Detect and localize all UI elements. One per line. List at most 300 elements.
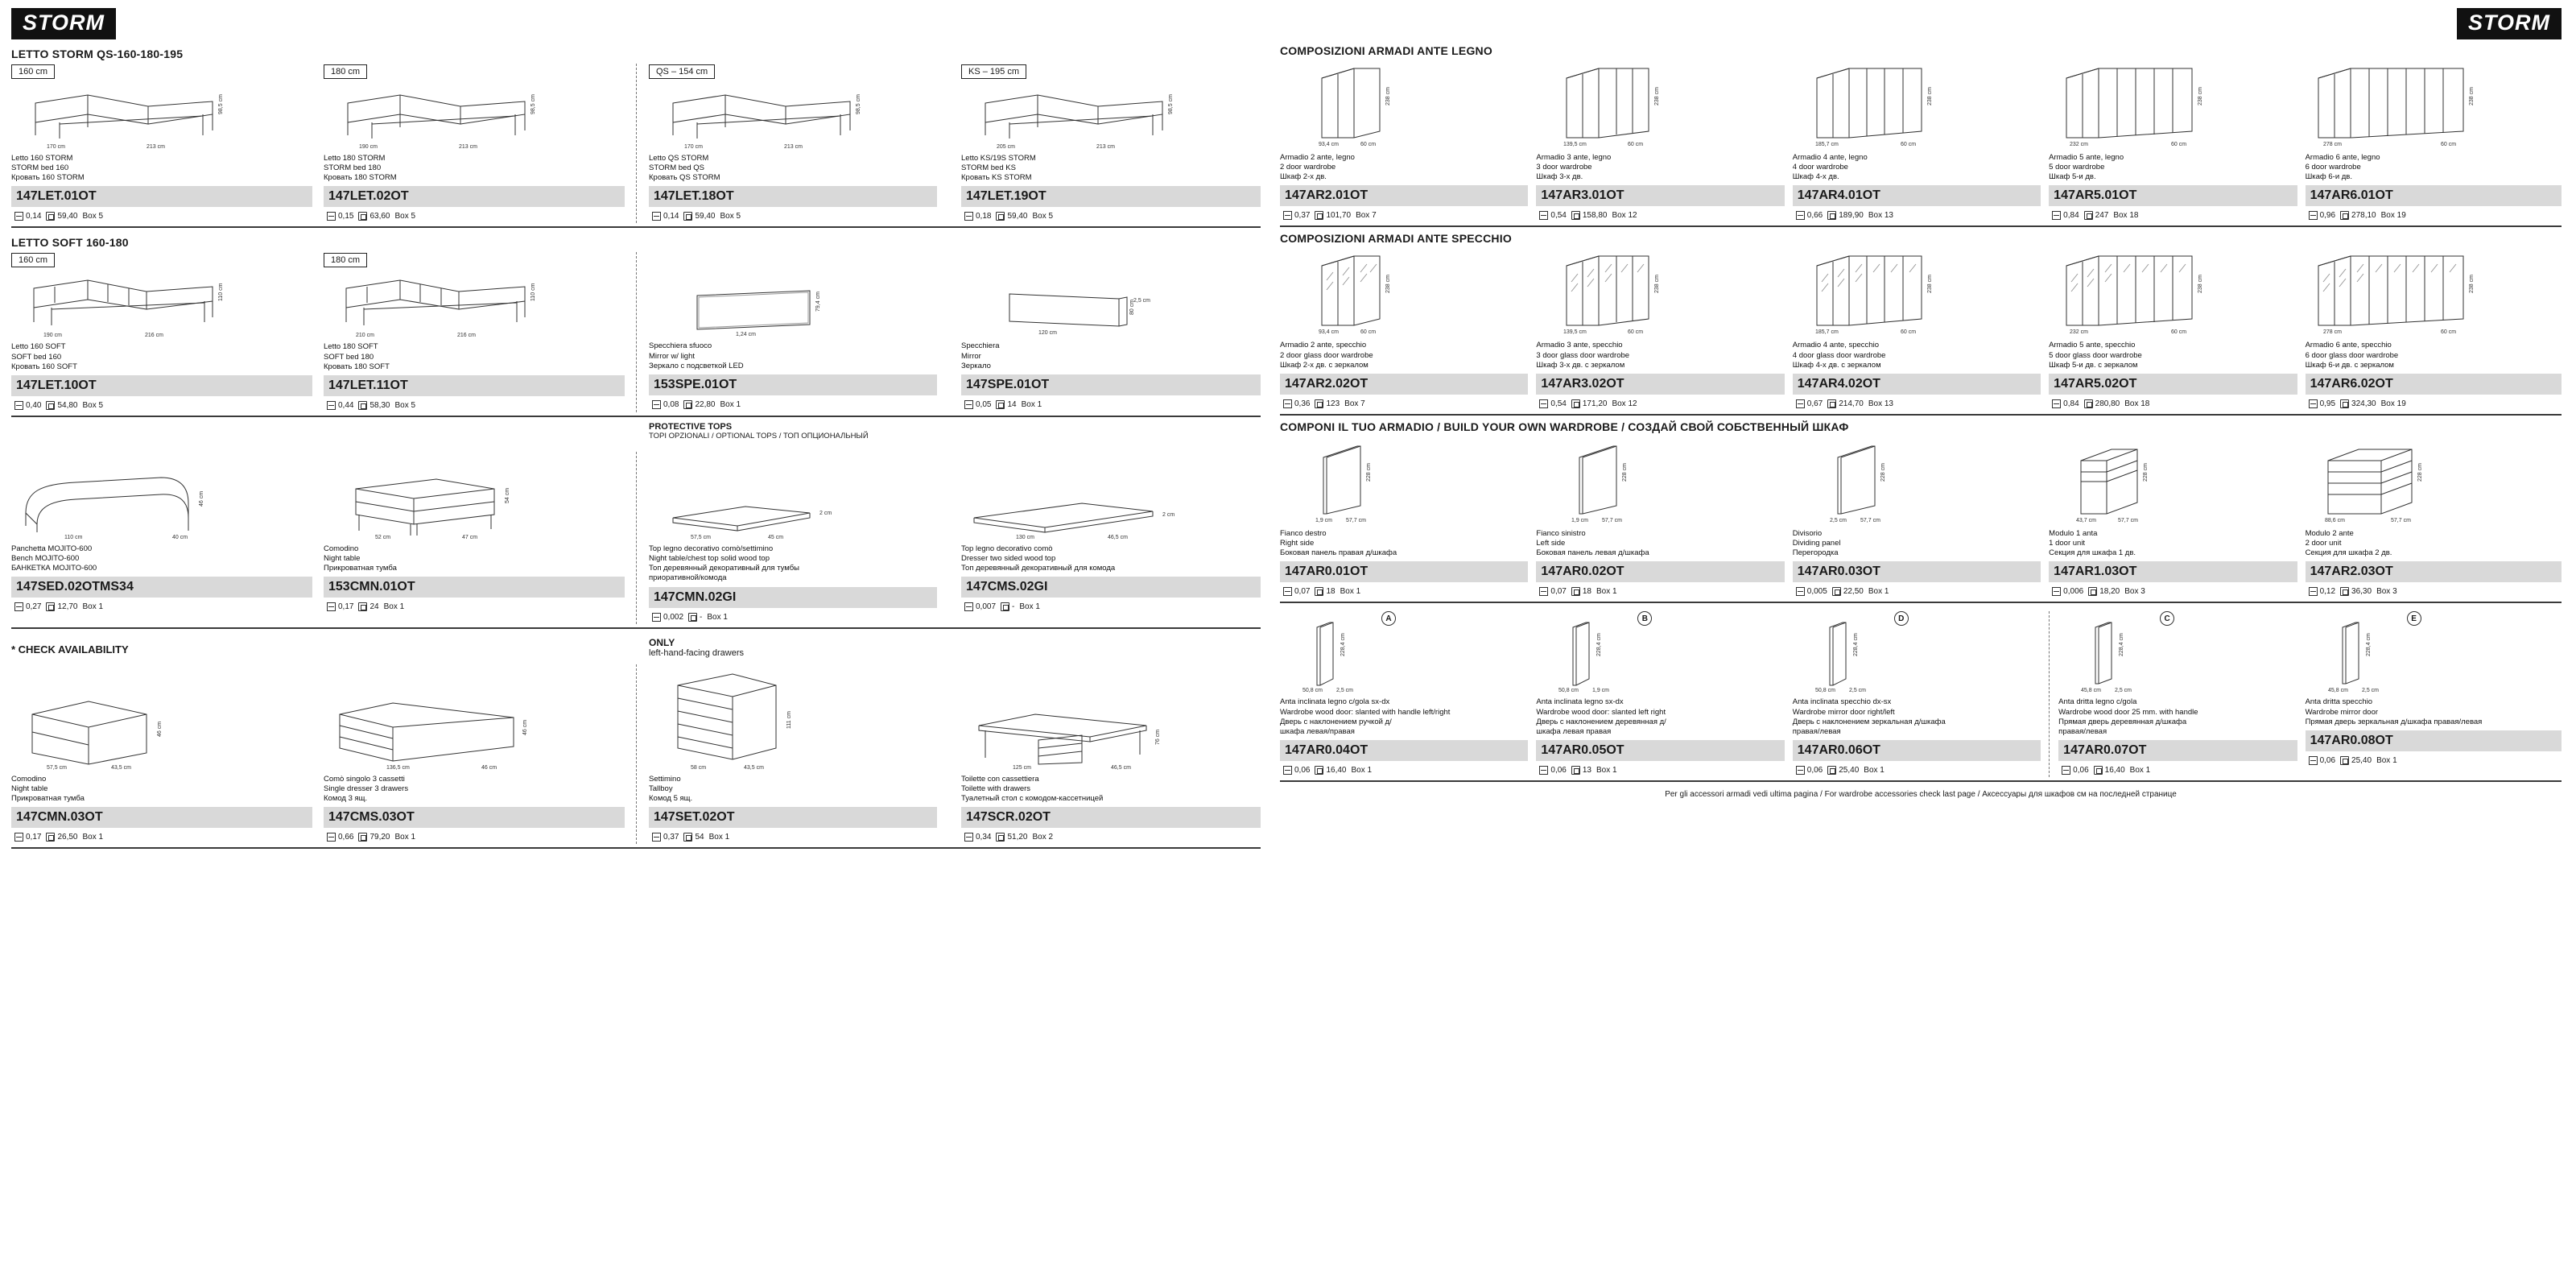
svg-text:110 cm: 110 cm bbox=[218, 283, 224, 302]
svg-text:278 cm: 278 cm bbox=[2322, 142, 2342, 147]
svg-text:40 cm: 40 cm bbox=[172, 534, 188, 540]
weight-icon bbox=[358, 602, 367, 611]
volume-icon bbox=[1283, 587, 1292, 596]
section-divider bbox=[11, 847, 1261, 849]
svg-text:213 cm: 213 cm bbox=[459, 144, 477, 150]
product-metrics bbox=[1536, 206, 1784, 222]
weight-icon bbox=[2094, 766, 2103, 775]
svg-text:213 cm: 213 cm bbox=[147, 144, 165, 150]
product-code: 153CMN.01OT bbox=[324, 577, 625, 598]
svg-text:60 cm: 60 cm bbox=[1628, 329, 1644, 336]
section-divider bbox=[11, 416, 1261, 417]
product-cell bbox=[324, 64, 636, 223]
bed-figure bbox=[961, 82, 1261, 151]
product-cell bbox=[324, 252, 636, 412]
product-cell bbox=[1536, 611, 1792, 777]
product-metrics bbox=[2058, 761, 2297, 777]
svg-text:139,5 cm: 139,5 cm bbox=[1563, 329, 1587, 336]
box-value: Box 1 bbox=[1019, 602, 1040, 612]
weight-value: 214,70 bbox=[1839, 399, 1864, 408]
section-divider bbox=[11, 627, 1261, 629]
svg-text:57,7 cm: 57,7 cm bbox=[2390, 517, 2411, 523]
right-column bbox=[1272, 0, 2576, 1278]
wardrobe-5door-mirror-figure bbox=[2049, 248, 2297, 338]
product-description: Armadio 5 ante, legno 5 door wardrobe Шкаф 5-и дв. bbox=[2049, 153, 2124, 182]
svg-text:60 cm: 60 cm bbox=[2171, 329, 2187, 336]
weight-icon bbox=[46, 212, 55, 221]
weight-icon bbox=[2340, 211, 2349, 220]
product-description: Specchiera sfuoco Mirror w/ light Зеркало с подсветкой LED bbox=[649, 341, 744, 370]
row-letto-storm bbox=[11, 64, 1261, 223]
svg-text:57,7 cm: 57,7 cm bbox=[1346, 517, 1366, 523]
product-metrics bbox=[649, 828, 937, 844]
box-value: Box 1 bbox=[1351, 766, 1373, 775]
protective-tops-sub: TOPI OPZIONALI / OPTIONAL TOPS / ТОП ОПЦИОНАЛЬНЫЙ bbox=[649, 431, 869, 440]
product-cell bbox=[2306, 436, 2562, 598]
svg-text:45,8 cm: 45,8 cm bbox=[2327, 688, 2348, 694]
product-metrics bbox=[2306, 206, 2562, 222]
svg-text:2,5 cm: 2,5 cm bbox=[2361, 688, 2379, 694]
product-code: 147CMN.02GI bbox=[649, 587, 937, 608]
svg-text:45 cm: 45 cm bbox=[768, 534, 784, 540]
volume-icon bbox=[2052, 587, 2061, 596]
volume-value: 0,06 bbox=[1294, 766, 1311, 775]
svg-text:50,8 cm: 50,8 cm bbox=[1302, 688, 1323, 694]
product-metrics bbox=[1280, 761, 1528, 777]
box-value: Box 5 bbox=[720, 212, 741, 221]
svg-text:93,4 cm: 93,4 cm bbox=[1319, 329, 1339, 336]
product-metrics bbox=[649, 395, 937, 412]
volume-icon bbox=[2062, 766, 2070, 775]
box-value: Box 19 bbox=[2380, 399, 2406, 408]
product-cell bbox=[1536, 248, 1792, 410]
box-value: Box 13 bbox=[1868, 399, 1893, 408]
top-big-figure bbox=[961, 497, 1261, 542]
volume-icon bbox=[964, 400, 973, 409]
svg-text:46 cm: 46 cm bbox=[199, 490, 204, 507]
svg-text:238 cm: 238 cm bbox=[1654, 87, 1661, 105]
weight-icon bbox=[358, 212, 367, 221]
product-metrics bbox=[324, 207, 625, 223]
volume-icon bbox=[327, 833, 336, 842]
weight-icon bbox=[1827, 211, 1836, 220]
weight-icon bbox=[1832, 587, 1841, 596]
product-cell bbox=[636, 64, 948, 223]
volume-icon bbox=[652, 400, 661, 409]
weight-icon bbox=[46, 833, 55, 842]
product-metrics bbox=[2306, 395, 2562, 411]
svg-text:185,7 cm: 185,7 cm bbox=[1814, 329, 1839, 336]
svg-text:60 cm: 60 cm bbox=[2440, 329, 2456, 336]
svg-text:2,5 cm: 2,5 cm bbox=[2115, 688, 2132, 694]
volume-value: 0,84 bbox=[2063, 399, 2079, 408]
product-cell bbox=[948, 664, 1261, 844]
volume-icon bbox=[14, 401, 23, 410]
svg-text:238 cm: 238 cm bbox=[1926, 275, 1933, 294]
door-figure bbox=[1793, 611, 1889, 695]
product-cell bbox=[2049, 611, 2305, 777]
product-metrics bbox=[1536, 582, 1784, 598]
product-cell bbox=[1536, 436, 1792, 598]
product-code: 147AR6.01OT bbox=[2306, 185, 2562, 206]
svg-text:98,5 cm: 98,5 cm bbox=[530, 94, 536, 114]
product-description: Letto KS/19S STORM STORM bed KS Кровать KS STORM bbox=[961, 154, 1036, 183]
svg-text:125 cm: 125 cm bbox=[1013, 764, 1031, 771]
wardrobe-2door-figure bbox=[1280, 60, 1528, 151]
brand-label-left: STORM bbox=[11, 8, 116, 39]
row-armadi-legno bbox=[1280, 60, 2562, 222]
svg-text:130 cm: 130 cm bbox=[1016, 534, 1034, 540]
svg-text:50,8 cm: 50,8 cm bbox=[1558, 688, 1579, 694]
product-code: 147AR0.08OT bbox=[2306, 730, 2562, 751]
row-doors bbox=[1280, 611, 2562, 777]
svg-text:52 cm: 52 cm bbox=[375, 534, 391, 540]
svg-text:228 cm: 228 cm bbox=[1880, 462, 1886, 482]
volume-icon bbox=[1796, 766, 1805, 775]
volume-value: 0,34 bbox=[976, 833, 992, 842]
volume-value: 0,66 bbox=[338, 833, 354, 842]
svg-text:213 cm: 213 cm bbox=[1096, 144, 1115, 150]
row-letto-soft bbox=[11, 252, 1261, 412]
volume-value: 0,06 bbox=[2319, 755, 2336, 765]
svg-text:57,7 cm: 57,7 cm bbox=[1602, 517, 1623, 523]
svg-text:60 cm: 60 cm bbox=[1360, 329, 1377, 336]
weight-icon bbox=[1571, 587, 1580, 596]
weight-value: 123 bbox=[1326, 399, 1340, 408]
product-code: 147AR0.05OT bbox=[1536, 740, 1784, 761]
door-letter-b: B bbox=[1637, 611, 1652, 626]
svg-text:2 cm: 2 cm bbox=[819, 510, 832, 516]
svg-text:228,4 cm: 228,4 cm bbox=[1340, 633, 1346, 657]
svg-text:93,4 cm: 93,4 cm bbox=[1319, 142, 1339, 147]
volume-value: 0,005 bbox=[1806, 587, 1827, 597]
product-code: 147AR1.03OT bbox=[2049, 561, 2297, 582]
box-value: Box 12 bbox=[1612, 399, 1637, 408]
box-value: Box 1 bbox=[2129, 766, 2151, 775]
weight-icon bbox=[683, 212, 692, 221]
svg-text:98,5 cm: 98,5 cm bbox=[1168, 94, 1174, 114]
product-code: 147AR0.06OT bbox=[1793, 740, 2041, 761]
product-cell bbox=[948, 64, 1261, 223]
svg-text:45,8 cm: 45,8 cm bbox=[2081, 688, 2102, 694]
product-metrics bbox=[961, 828, 1261, 844]
bench-figure bbox=[11, 468, 312, 542]
svg-text:47 cm: 47 cm bbox=[462, 534, 478, 540]
module-1door-figure bbox=[2049, 436, 2297, 527]
volume-value: 0,15 bbox=[338, 212, 354, 221]
box-value: Box 3 bbox=[2124, 587, 2145, 597]
volume-value: 0,96 bbox=[2319, 211, 2336, 221]
volume-value: 0,66 bbox=[1806, 211, 1823, 221]
protective-tops-title: PROTECTIVE TOPS bbox=[649, 421, 733, 432]
volume-value: 0,07 bbox=[1294, 587, 1311, 597]
box-value: Box 1 bbox=[720, 399, 741, 409]
product-code: 147CMS.03OT bbox=[324, 807, 625, 828]
box-value: Box 5 bbox=[82, 212, 104, 221]
product-metrics bbox=[1536, 761, 1784, 777]
product-code: 147AR5.02OT bbox=[2049, 374, 2297, 395]
box-value: Box 7 bbox=[1356, 211, 1377, 221]
product-cell bbox=[948, 452, 1261, 624]
volume-value: 0,12 bbox=[2319, 587, 2336, 597]
product-metrics bbox=[324, 598, 625, 614]
volume-icon bbox=[1283, 766, 1292, 775]
product-description: Armadio 6 ante, legno 6 door wardrobe Шкаф 6-и дв. bbox=[2305, 153, 2380, 182]
wardrobe-6door-figure bbox=[2306, 60, 2562, 151]
volume-value: 0,05 bbox=[976, 399, 992, 409]
bed-soft-figure bbox=[11, 271, 312, 340]
size-tag: 160 cm bbox=[11, 253, 55, 267]
weight-icon bbox=[358, 833, 367, 842]
volume-icon bbox=[14, 602, 23, 611]
weight-icon bbox=[1571, 766, 1580, 775]
svg-text:43,5 cm: 43,5 cm bbox=[111, 764, 131, 771]
volume-value: 0,54 bbox=[1550, 211, 1567, 221]
svg-text:54 cm: 54 cm bbox=[505, 487, 510, 503]
section-divider bbox=[1280, 602, 2562, 603]
left-column bbox=[0, 0, 1272, 1278]
weight-icon bbox=[996, 400, 1005, 409]
weight-icon bbox=[2340, 399, 2349, 408]
product-code: 147LET.02OT bbox=[324, 186, 625, 207]
door-figure bbox=[1280, 611, 1377, 695]
volume-icon bbox=[652, 613, 661, 622]
weight-icon bbox=[996, 833, 1005, 842]
weight-value: - bbox=[700, 612, 703, 622]
box-value: Box 1 bbox=[2376, 755, 2397, 765]
door-figure bbox=[1536, 611, 1633, 695]
weight-value: 51,20 bbox=[1007, 833, 1028, 842]
product-description: Specchiera Mirror Зеркало bbox=[961, 341, 1000, 370]
product-description: Armadio 2 ante, specchio 2 door glass door wardrobe Шкаф 2-х дв. с зеркалом bbox=[1280, 341, 1373, 370]
product-cell bbox=[636, 664, 948, 844]
door-letter-a: A bbox=[1381, 611, 1396, 626]
product-description: Comodino Night table Прикроватная тумба bbox=[11, 774, 85, 803]
weight-value: 12,70 bbox=[57, 602, 78, 612]
section-title-armadi-legno: COMPOSIZIONI ARMADI ANTE LEGNO bbox=[1280, 44, 1492, 57]
door-figure bbox=[2306, 611, 2402, 695]
dresser-figure bbox=[324, 685, 625, 772]
volume-value: 0,36 bbox=[1294, 399, 1311, 408]
svg-text:46 cm: 46 cm bbox=[157, 721, 163, 737]
svg-text:232 cm: 232 cm bbox=[2070, 142, 2089, 147]
section-divider bbox=[1280, 414, 2562, 416]
section-divider bbox=[1280, 780, 2562, 782]
svg-text:88,6 cm: 88,6 cm bbox=[2324, 517, 2345, 523]
wardrobe-4door-figure bbox=[1793, 60, 2041, 151]
product-metrics bbox=[2049, 582, 2297, 598]
weight-value: 59,40 bbox=[695, 212, 716, 221]
product-code: 147AR0.07OT bbox=[2058, 740, 2297, 761]
mirror-light-figure bbox=[649, 287, 937, 339]
product-description: Toilette con cassettiera Toilette with drawers Туалетный стол с комодом-кассетницей bbox=[961, 774, 1104, 803]
svg-text:57,5 cm: 57,5 cm bbox=[47, 764, 67, 771]
box-value: Box 1 bbox=[708, 833, 730, 842]
product-code: 147SED.02OTMS34 bbox=[11, 577, 312, 598]
svg-text:213 cm: 213 cm bbox=[784, 144, 803, 150]
box-value: Box 1 bbox=[1596, 766, 1617, 775]
wardrobe-3door-figure bbox=[1536, 60, 1784, 151]
product-code: 147AR4.01OT bbox=[1793, 185, 2041, 206]
section-title-letto-soft: LETTO SOFT 160-180 bbox=[11, 236, 129, 250]
svg-text:210 cm: 210 cm bbox=[356, 333, 374, 339]
door-letter-d: D bbox=[1894, 611, 1909, 626]
svg-text:136,5 cm: 136,5 cm bbox=[386, 764, 410, 771]
svg-text:58 cm: 58 cm bbox=[691, 764, 707, 771]
product-cell bbox=[2306, 60, 2562, 222]
weight-value: 247 bbox=[2095, 211, 2109, 221]
brand-badge-right bbox=[1280, 8, 2562, 39]
volume-value: 0,54 bbox=[1550, 399, 1567, 408]
weight-value: 63,60 bbox=[369, 212, 390, 221]
product-metrics bbox=[1536, 395, 1784, 411]
svg-text:228 cm: 228 cm bbox=[1366, 462, 1372, 482]
nightstand-figure bbox=[324, 461, 625, 542]
right-side-panel-figure bbox=[1280, 436, 1528, 527]
box-value: Box 2 bbox=[1032, 833, 1054, 842]
product-cell bbox=[2049, 60, 2305, 222]
product-metrics bbox=[11, 396, 312, 412]
product-cell bbox=[1280, 436, 1536, 598]
size-tag: 180 cm bbox=[324, 253, 367, 267]
product-cell bbox=[1280, 248, 1536, 410]
svg-text:1,24 cm: 1,24 cm bbox=[736, 332, 756, 338]
weight-value: 14 bbox=[1007, 399, 1017, 409]
svg-text:60 cm: 60 cm bbox=[1628, 142, 1644, 147]
product-metrics bbox=[649, 608, 937, 624]
volume-icon bbox=[2309, 756, 2318, 765]
product-metrics bbox=[1793, 761, 2041, 777]
volume-icon bbox=[1796, 211, 1805, 220]
product-cell bbox=[2306, 611, 2562, 777]
weight-value: 324,30 bbox=[2351, 399, 2376, 408]
product-metrics bbox=[1280, 582, 1528, 598]
volume-value: 0,06 bbox=[1806, 766, 1823, 775]
box-value: Box 1 bbox=[1868, 587, 1889, 597]
product-code: 147AR6.02OT bbox=[2306, 374, 2562, 395]
product-description: Modulo 1 anta 1 door unit Секция для шкафа 1 дв. bbox=[2049, 528, 2136, 558]
volume-value: 0,006 bbox=[2063, 587, 2084, 597]
box-value: Box 1 bbox=[82, 833, 104, 842]
product-metrics bbox=[11, 207, 312, 223]
product-metrics bbox=[2049, 206, 2297, 222]
left-side-panel-figure bbox=[1536, 436, 1784, 527]
product-metrics bbox=[1280, 206, 1528, 222]
section-divider bbox=[11, 226, 1261, 228]
volume-icon bbox=[652, 833, 661, 842]
box-value: Box 5 bbox=[394, 212, 416, 221]
volume-value: 0,14 bbox=[663, 212, 679, 221]
weight-value: - bbox=[1012, 602, 1015, 612]
volume-value: 0,14 bbox=[26, 212, 42, 221]
volume-icon bbox=[964, 833, 973, 842]
section-divider bbox=[1280, 225, 2562, 227]
product-cell bbox=[11, 64, 324, 223]
product-cell bbox=[636, 452, 948, 624]
svg-text:2,5 cm: 2,5 cm bbox=[1336, 688, 1354, 694]
row-armadi-specchio bbox=[1280, 248, 2562, 410]
box-value: Box 1 bbox=[82, 602, 104, 612]
weight-icon bbox=[2340, 756, 2349, 765]
product-description: Fianco sinistro Left side Боковая панель левая д/шкафа bbox=[1536, 528, 1649, 558]
svg-text:238 cm: 238 cm bbox=[1654, 275, 1661, 294]
row-componi bbox=[1280, 436, 2562, 598]
volume-value: 0,27 bbox=[26, 602, 42, 612]
weight-value: 22,50 bbox=[1843, 587, 1864, 597]
weight-value: 25,40 bbox=[2351, 755, 2372, 765]
svg-text:50,8 cm: 50,8 cm bbox=[1814, 688, 1835, 694]
svg-text:228,4 cm: 228,4 cm bbox=[1852, 633, 1859, 657]
volume-icon bbox=[1539, 399, 1548, 408]
product-cell bbox=[1280, 611, 1536, 777]
box-value: Box 5 bbox=[1032, 212, 1054, 221]
protective-tops-note bbox=[11, 422, 1261, 440]
svg-text:238 cm: 238 cm bbox=[2468, 275, 2475, 294]
weight-icon bbox=[1827, 399, 1836, 408]
footer-note: Per gli accessori armadi vedi ultima pagina / For wardrobe accessories check last page / Аксессуары для шкафов см на последней странице bbox=[1665, 790, 2177, 800]
bed-figure bbox=[649, 82, 937, 151]
weight-icon bbox=[1571, 211, 1580, 220]
weight-icon bbox=[2084, 211, 2093, 220]
product-code: 147AR0.03OT bbox=[1793, 561, 2041, 582]
svg-text:238 cm: 238 cm bbox=[1385, 87, 1391, 105]
weight-value: 278,10 bbox=[2351, 211, 2376, 221]
svg-text:43,7 cm: 43,7 cm bbox=[2076, 517, 2097, 523]
product-description: Letto 160 SOFT SOFT bed 160 Кровать 160 SOFT bbox=[11, 342, 77, 371]
volume-icon bbox=[1796, 587, 1805, 596]
svg-text:232 cm: 232 cm bbox=[2070, 329, 2089, 336]
volume-icon bbox=[2309, 587, 2318, 596]
volume-icon bbox=[1539, 587, 1548, 596]
svg-text:46,5 cm: 46,5 cm bbox=[1111, 764, 1131, 771]
weight-icon bbox=[1315, 211, 1323, 220]
product-code: 147AR2.02OT bbox=[1280, 374, 1528, 395]
svg-text:46,5 cm: 46,5 cm bbox=[1108, 534, 1128, 540]
volume-icon bbox=[2309, 399, 2318, 408]
row-storage bbox=[11, 664, 1261, 844]
product-description: Top legno decorativo comò Dresser two sided wood top Топ деревянный декоративный для комода bbox=[961, 544, 1116, 573]
weight-icon bbox=[1315, 766, 1323, 775]
product-cell bbox=[2306, 248, 2562, 410]
svg-text:79,4 cm: 79,4 cm bbox=[815, 292, 821, 312]
box-value: Box 18 bbox=[2113, 211, 2139, 221]
weight-value: 101,70 bbox=[1326, 211, 1352, 221]
product-description: Armadio 4 ante, legno 4 door wardrobe Шкаф 4-х дв. bbox=[1792, 153, 1868, 182]
volume-icon bbox=[964, 212, 973, 221]
svg-text:80 cm: 80 cm bbox=[1129, 300, 1135, 316]
product-cell bbox=[1793, 436, 2049, 598]
weight-value: 26,50 bbox=[57, 833, 78, 842]
box-value: Box 1 bbox=[383, 602, 405, 612]
svg-text:190 cm: 190 cm bbox=[43, 333, 62, 339]
brand-badge-left bbox=[11, 8, 1261, 39]
volume-icon bbox=[327, 401, 336, 410]
weight-value: 24 bbox=[369, 602, 379, 612]
product-description: Armadio 2 ante, legno 2 door wardrobe Шкаф 2-х дв. bbox=[1280, 153, 1355, 182]
svg-text:2,5 cm: 2,5 cm bbox=[1829, 517, 1847, 523]
weight-value: 16,40 bbox=[1326, 766, 1347, 775]
product-metrics bbox=[961, 395, 1261, 412]
svg-text:98,5 cm: 98,5 cm bbox=[218, 94, 224, 114]
volume-icon bbox=[964, 602, 973, 611]
svg-text:57,7 cm: 57,7 cm bbox=[2118, 517, 2139, 523]
weight-icon bbox=[2340, 587, 2349, 596]
product-description: Anta inclinata specchio dx-sx Wardrobe mirror door right/left Дверь с наклонением зеркальная д/шкафа правая/левая bbox=[1792, 697, 1946, 736]
svg-text:98,5 cm: 98,5 cm bbox=[856, 94, 861, 114]
volume-value: 0,007 bbox=[976, 602, 997, 612]
svg-text:60 cm: 60 cm bbox=[1900, 329, 1916, 336]
product-cell bbox=[324, 664, 636, 844]
